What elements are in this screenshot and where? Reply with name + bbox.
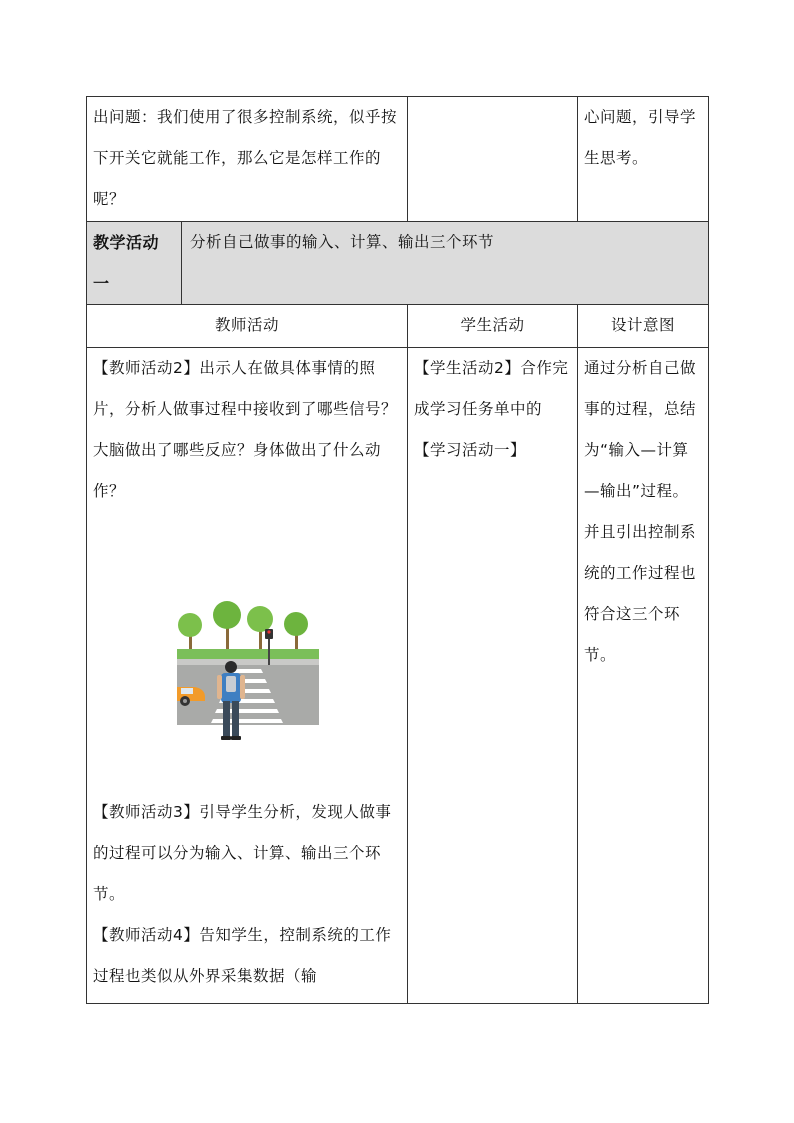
header-student: 学生活动 xyxy=(408,305,578,348)
intro-row xyxy=(87,97,709,222)
intro-student-cell xyxy=(408,97,578,222)
intro-design-text: 心问题，引导学生思考。 xyxy=(584,108,697,167)
teacher-activity-2: 【教师活动2】出示人在做具体事情的照片，分析人做事过程中接收到了哪些信号？大脑做出了哪些反应？身体做出了什么动作？ xyxy=(93,359,398,500)
activity-cell xyxy=(87,222,709,305)
intro-teacher-cell xyxy=(87,97,408,222)
body-teacher-cell xyxy=(87,348,408,1004)
activity-label: 教学活动一 xyxy=(87,222,182,304)
tree-icon xyxy=(178,601,308,653)
body-design-cell xyxy=(578,348,709,1004)
header-row xyxy=(87,305,709,348)
body-row xyxy=(87,348,709,1004)
activity-row xyxy=(87,222,709,305)
pedestrian-crosswalk-illustration xyxy=(171,597,321,757)
design-intent: 通过分析自己做事的过程，总结为“输入—计算—输出”过程。并且引出控制系统的工作过程也符合这三个环节。 xyxy=(584,359,697,664)
intro-design-cell xyxy=(578,97,709,222)
student-activity-2: 【学生活动2】合作完成学习任务单中的【学习活动一】 xyxy=(414,359,569,459)
header-teacher: 教师活动 xyxy=(87,305,408,348)
intro-teacher-text: 出问题：我们使用了很多控制系统，似乎按下开关它就能工作，那么它是怎样工作的呢？ xyxy=(93,108,398,208)
body-student-cell xyxy=(408,348,578,1004)
header-design: 设计意图 xyxy=(578,305,709,348)
teacher-activity-3: 【教师活动3】引导学生分析，发现人做事的过程可以分为输入、计算、输出三个环节。 xyxy=(93,803,392,903)
lesson-plan-table xyxy=(86,96,709,1004)
activity-description: 分析自己做事的输入、计算、输出三个环节 xyxy=(190,233,495,251)
teacher-activity-4: 【教师活动4】告知学生，控制系统的工作过程也类似从外界采集数据（输 xyxy=(93,926,392,985)
